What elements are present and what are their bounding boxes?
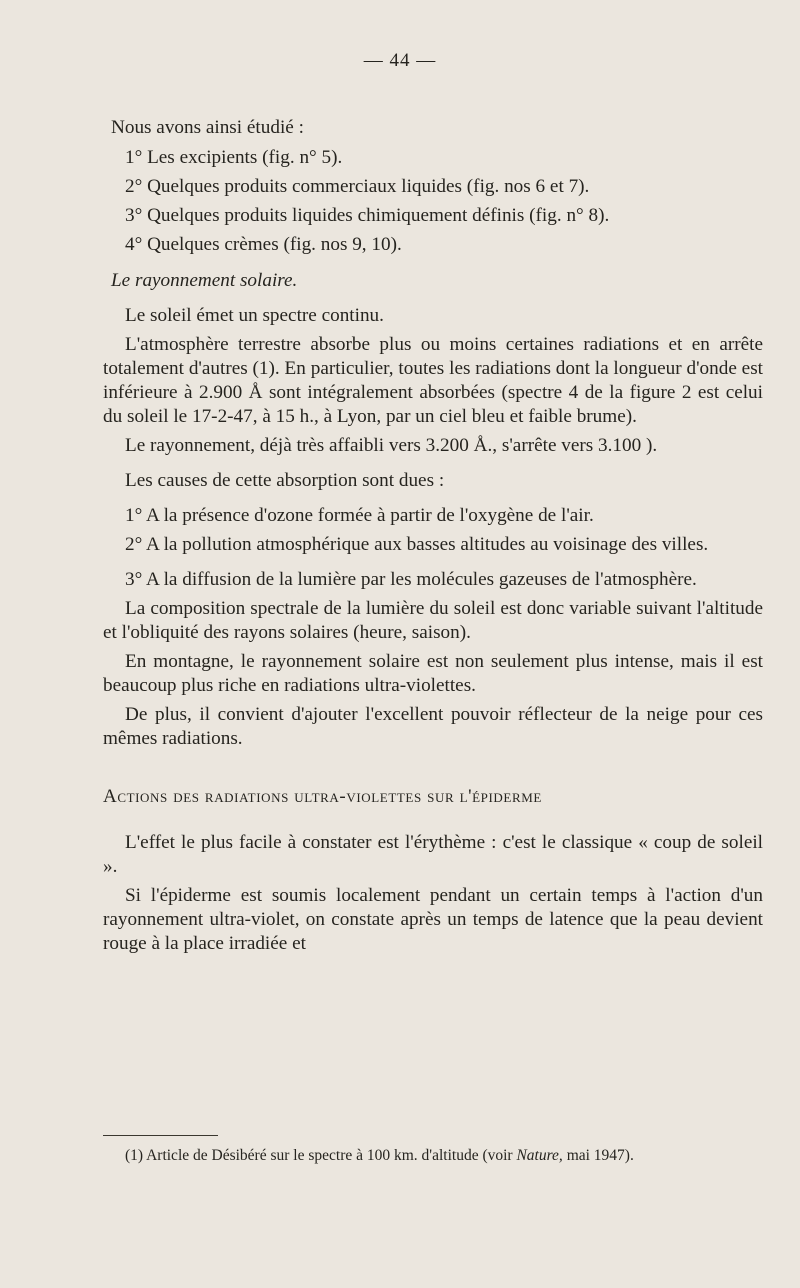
section-title: Le rayonnement solaire.: [111, 270, 298, 291]
paragraph: De plus, il convient d'ajouter l'excellent pouvoir réflecteur de la neige pour ces mêmes radiations.: [103, 704, 763, 749]
body-text: [103, 116, 763, 956]
footnote-date: mai 1947).: [566, 1147, 634, 1164]
footnote-divider: [103, 1135, 218, 1136]
paragraph: L'effet le plus facile à constater est l'érythème : c'est le classique « coup de soleil ».: [103, 832, 763, 877]
studied-item: 1° Les excipients (fig. n° 5).: [125, 147, 343, 168]
paragraph: En montagne, le rayonnement solaire est non seulement plus intense, mais il est beaucoup plus riche en radiations ultra-violettes.: [103, 651, 763, 696]
paragraph: Si l'épiderme est soumis localement pendant un certain temps à l'action d'un rayonnement ultra-violet, on constate après un temps de latence que la peau devient rouge à la place irradiée et: [103, 885, 763, 954]
footnote-journal: Nature,: [516, 1147, 563, 1164]
paragraph: Les causes de cette absorption sont dues :: [125, 470, 445, 491]
studied-item: 2° Quelques produits commerciaux liquides (fig. nos 6 et 7).: [125, 176, 590, 197]
cause-item: 3° A la diffusion de la lumière par les molécules gazeuses de l'atmosphère.: [125, 569, 697, 590]
paragraph: La composition spectrale de la lumière du soleil est donc variable suivant l'altitude et l'obliquité des rayons solaires (heure, saison).: [103, 598, 763, 643]
footnote: [103, 1146, 763, 1165]
paragraph: L'atmosphère terrestre absorbe plus ou moins certaines radiations et en arrête totalement d'autres (1). En particulier, toutes les radiations dont la longueur d'onde est inférieure à 2.900 Å sont intégralement absorbées (spectre 4 de la figure 2 est celui du soleil le 17-2-47, à 15 h., à Lyon, par un ciel bleu et faible brume).: [103, 334, 763, 427]
intro-line: Nous avons ainsi étudié :: [111, 117, 304, 138]
footnote-text: (1) Article de Désibéré sur le spectre à 100 km. d'altitude (voir: [125, 1147, 513, 1164]
page-number: — 44 —: [363, 50, 437, 71]
studied-item: 4° Quelques crèmes (fig. nos 9, 10).: [125, 234, 402, 255]
paragraph: Le soleil émet un spectre continu.: [125, 305, 384, 326]
cause-item: 1° A la présence d'ozone formée à partir de l'oxygène de l'air.: [125, 505, 594, 526]
paragraph: Le rayonnement, déjà très affaibli vers 3.200 Å., s'arrête vers 3.100 ).: [125, 435, 658, 456]
section-heading: Actions des radiations ultra-violettes sur l'épiderme: [103, 786, 542, 807]
studied-item: 3° Quelques produits liquides chimiquement définis (fig. n° 8).: [125, 205, 610, 226]
cause-item: 2° A la pollution atmosphérique aux basses altitudes au voisinage des villes.: [125, 534, 709, 555]
